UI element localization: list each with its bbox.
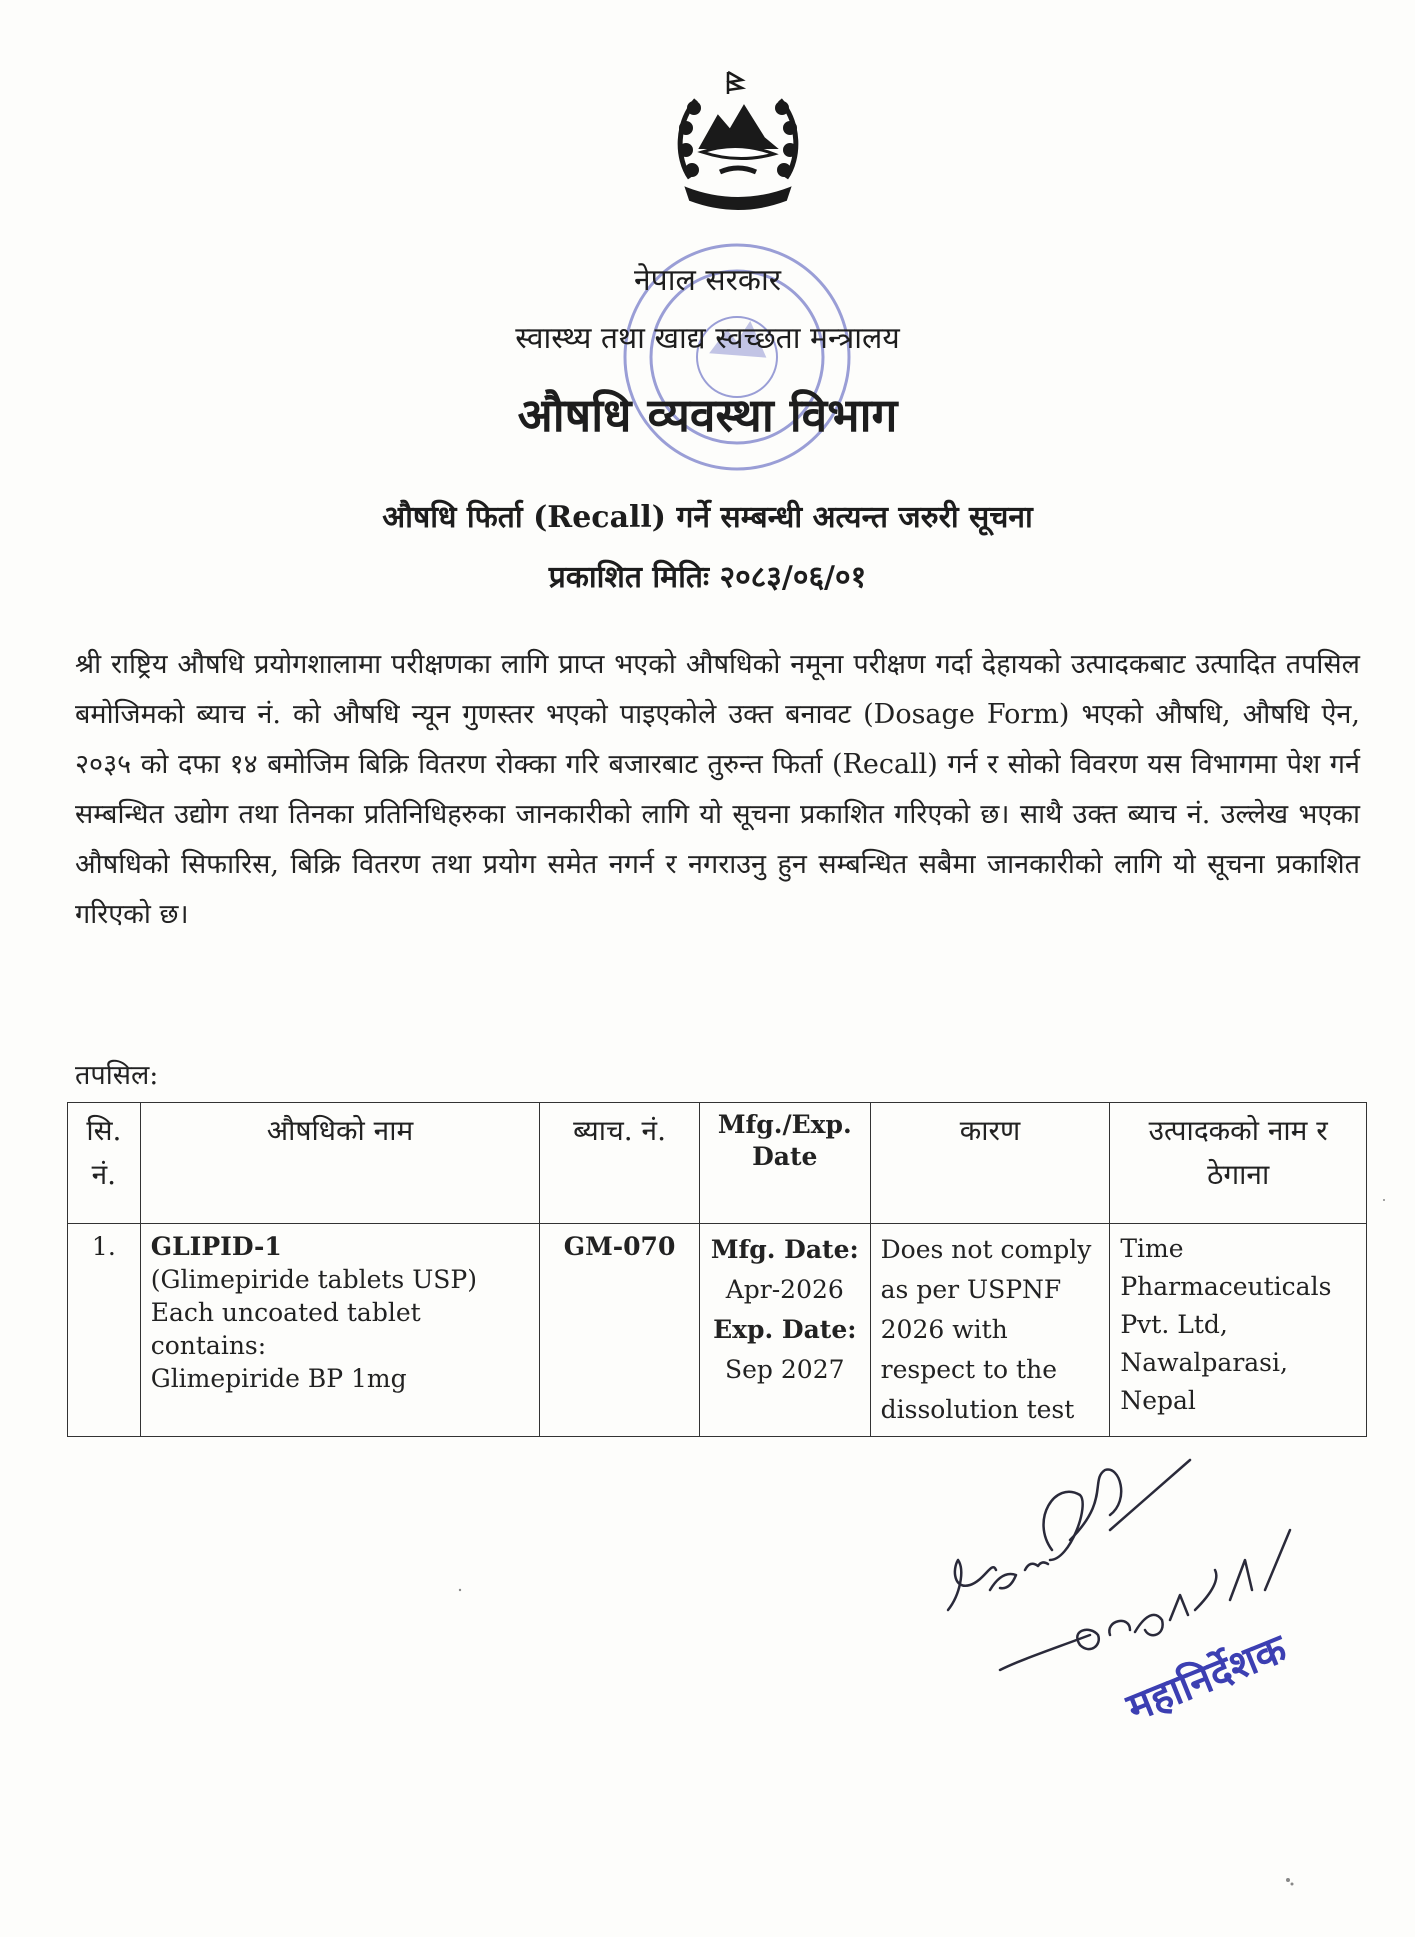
government-name: नेपाल सरकार <box>634 263 781 298</box>
drug-composition-line: Glimepiride BP 1mg <box>150 1364 407 1393</box>
header-sn: सि. नं. <box>68 1103 141 1224</box>
manufacturer-line: Time <box>1120 1234 1184 1263</box>
recall-table <box>67 1102 1367 1437</box>
published-date-label: प्रकाशित मितिः <box>548 560 710 595</box>
signatory-designation: महानिर्देशक <box>1120 1625 1293 1732</box>
header-reason: कारण <box>870 1103 1110 1224</box>
details-label: तपसिल: <box>75 1060 159 1091</box>
cell-reason: Does not comply as per USPNF 2026 with respect to the dissolution test <box>870 1224 1110 1437</box>
cell-drug-name <box>140 1224 539 1437</box>
mfg-date-value: Apr-2026 <box>725 1275 844 1304</box>
manufacturer-line: Nawalparasi, <box>1120 1348 1288 1377</box>
published-date-value: २०८३/०६/०१ <box>719 560 867 595</box>
header-manufacturer: उत्पादकको नाम र ठेगाना <box>1110 1103 1367 1224</box>
header-batch: ब्याच. नं. <box>540 1103 700 1224</box>
cell-manufacturer <box>1110 1224 1367 1437</box>
drug-brand-name: GLIPID-1 <box>150 1232 282 1261</box>
exp-date-value: Sep 2027 <box>725 1355 845 1384</box>
department-name: औषधि व्यवस्था विभाग <box>517 388 898 442</box>
drug-generic-name: (Glimepiride tablets USP) <box>150 1265 477 1294</box>
notice-title: औषधि फिर्ता (Recall) गर्ने सम्बन्धी अत्यन्त जरुरी सूचना <box>382 500 1033 535</box>
table-row <box>68 1224 1367 1437</box>
cell-sn: 1. <box>68 1224 141 1437</box>
manufacturer-line: Pvt. Ltd, <box>1120 1310 1228 1339</box>
ministry-name: स्वास्थ्य तथा खाद्य स्वच्छता मन्त्रालय <box>515 321 900 356</box>
cell-mfg-exp-date <box>699 1224 870 1437</box>
manufacturer-line: Nepal <box>1120 1386 1196 1415</box>
header-mfg-exp-date: Mfg./Exp. Date <box>699 1103 870 1224</box>
mfg-date-label: Mfg. Date: <box>710 1235 859 1264</box>
cell-batch-number: GM-070 <box>540 1224 700 1437</box>
published-date-line <box>0 555 1415 596</box>
drug-composition-line: Each uncoated tablet contains: <box>150 1298 421 1360</box>
exp-date-label: Exp. Date: <box>713 1315 857 1344</box>
table-header-row <box>68 1103 1367 1224</box>
header-drug-name: औषधिको नाम <box>140 1103 539 1224</box>
notice-body-paragraph: श्री राष्ट्रिय औषधि प्रयोगशालामा परीक्षणका लागि प्राप्त भएको औषधिको नमूना परीक्षण गर्दा देहायको उत्पादकबाट उत्पादित तपसिल बमोजिमको ब्याच नं. को औषधि न्यून गुणस्तर भएको पाइएकोले उक्त बनावट (Dosage Form) भएको औषधि, औषधि ऐन, २०३५ को दफा १४ बमोजिम बिक्रि वितरण रोक्का गरि बजारबाट तुरुन्त फिर्ता (Recall) गर्न र सोको विवरण यस विभागमा पेश गर्न सम्बन्धित उद्योग तथा तिनका प्रतिनिधिहरुका जानकारीको लागि यो सूचना प्रकाशित गरिएको छ। साथै उक्त ब्याच नं. उल्लेख भएका औषधिको सिफारिस, बिक्रि वितरण तथा प्रयोग समेत नगर्न र नगराउनु हुन सम्बन्धित सबैमा जानकारीको लागि यो सूचना प्रकाशित गरिएको छ। <box>75 649 1360 930</box>
manufacturer-line: Pharmaceuticals <box>1120 1272 1332 1301</box>
nepal-government-emblem-icon <box>668 68 808 218</box>
